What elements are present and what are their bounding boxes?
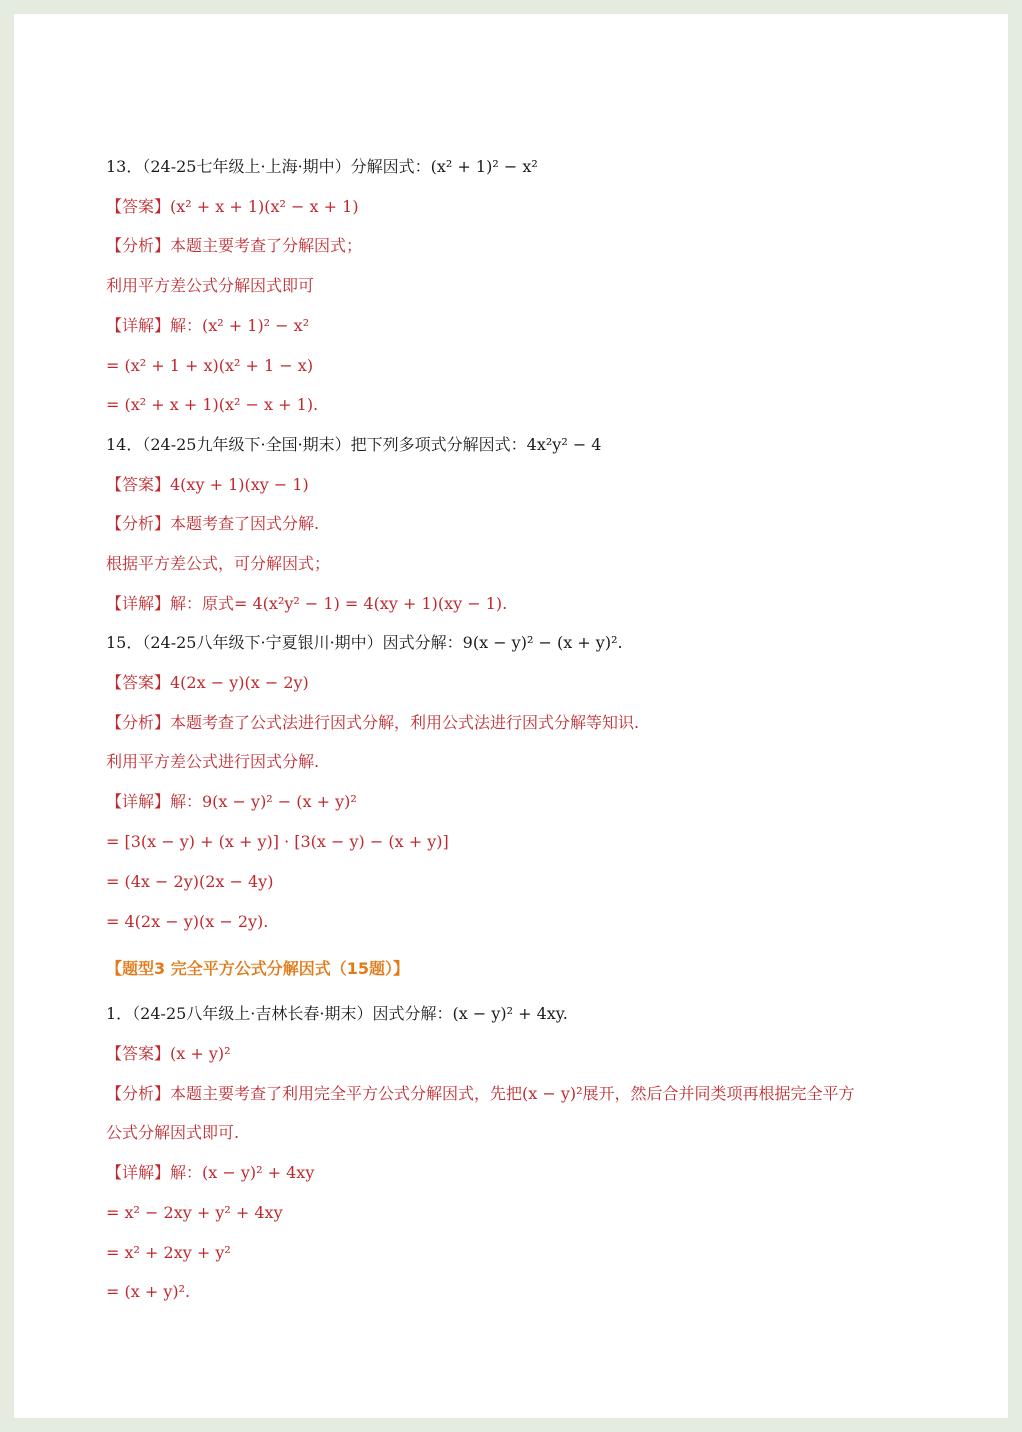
problem-14-detail: 【详解】解：原式= 4(x²y² − 1) = 4(xy + 1)(xy − 1). [106,594,508,613]
document-page [14,14,1008,1418]
problem-1-analysis-cont: 公式分解因式即可. [106,1123,240,1142]
problem-13-detail: 【详解】解：(x² + 1)² − x² [106,316,310,335]
problem-14-stem: 14．（24-25九年级下·全国·期末）把下列多项式分解因式：4x²y² − 4 [106,435,602,454]
section-heading: 【题型3 完全平方公式分解因式（15题）】 [106,959,409,978]
problem-13-analysis: 【分析】本题主要考查了分解因式； [106,236,363,255]
problem-15-step-3: = 4(2x − y)(x − 2y). [106,912,269,931]
problem-15-stem: 15．（24-25八年级下·宁夏银川·期中）因式分解：9(x − y)² − (x + y)². [106,633,623,652]
problem-1-step-1: = x² − 2xy + y² + 4xy [106,1203,283,1222]
problem-1-analysis: 【分析】本题主要考查了利用完全平方公式分解因式，先把(x − y)²展开，然后合并同类项再根据完全平方 [106,1084,855,1103]
problem-15-step-2: = (4x − 2y)(2x − 4y) [106,872,274,891]
problem-13-step-1: = (x² + 1 + x)(x² + 1 − x) [106,356,314,375]
problem-15-detail: 【详解】解：9(x − y)² − (x + y)² [106,792,357,811]
problem-13-step-2: = (x² + x + 1)(x² − x + 1). [106,395,319,414]
problem-1-stem: 1．（24-25八年级上·吉林长春·期末）因式分解：(x − y)² + 4xy. [106,1004,568,1023]
problem-15-answer: 【答案】4(2x − y)(x − 2y) [106,673,309,692]
problem-14-answer: 【答案】4(xy + 1)(xy − 1) [106,475,309,494]
problem-1-step-2: = x² + 2xy + y² [106,1243,231,1262]
problem-14-analysis-note: 根据平方差公式，可分解因式； [106,554,331,573]
problem-14-analysis: 【分析】本题考查了因式分解. [106,514,320,533]
problem-15-analysis-note: 利用平方差公式进行因式分解. [106,752,320,771]
problem-13-answer: 【答案】(x² + x + 1)(x² − x + 1) [106,197,359,216]
problem-1-answer: 【答案】(x + y)² [106,1044,231,1063]
problem-13-analysis-note: 利用平方差公式分解因式即可 [106,276,315,295]
problem-13-stem: 13．（24-25七年级上·上海·期中）分解因式：(x² + 1)² − x² [106,157,538,176]
problem-1-detail: 【详解】解：(x − y)² + 4xy [106,1163,315,1182]
problem-1-step-3: = (x + y)². [106,1282,191,1301]
problem-15-analysis: 【分析】本题考查了公式法进行因式分解，利用公式法进行因式分解等知识. [106,713,640,732]
problem-15-step-1: = [3(x − y) + (x + y)] · [3(x − y) − (x + y)] [106,832,449,851]
